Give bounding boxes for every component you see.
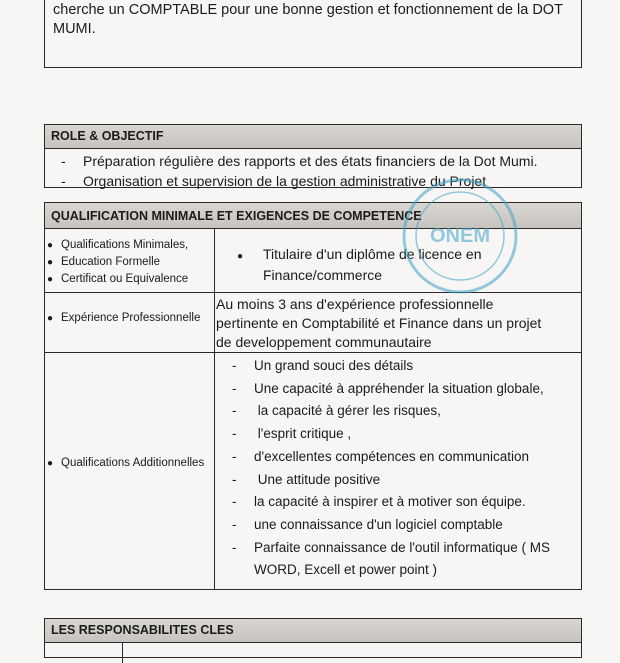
list-item: - une connaissance d'un logiciel comptable bbox=[232, 516, 503, 532]
intro-text bbox=[53, 1, 571, 39]
row3-left: ● Qualifications Additionnelles bbox=[47, 457, 205, 469]
row2-right: Au moins 3 ans d'expérience professionnelle pertinente en Comptabilité et Finance dans un projet de developpement communautaire bbox=[216, 296, 542, 350]
list-item: - la capacité à gérer les risques, bbox=[232, 403, 441, 419]
row1-left: ● Qualifications Minimales, ● Education Formelle ● Certificat ou Equivalence bbox=[47, 239, 189, 285]
role-item: - Préparation régulière des rapports et des états financiers de la Dot Mumi. bbox=[61, 153, 538, 169]
qualification-section bbox=[44, 202, 582, 590]
row-divider bbox=[45, 292, 581, 293]
list-item: - la capacité à inspirer et à motiver son équipe. bbox=[232, 494, 526, 510]
responsibilities-section bbox=[44, 618, 582, 658]
svg-text:ONEM: ONEM bbox=[430, 225, 490, 247]
intro-line-2: MUMI. bbox=[53, 21, 96, 37]
list-item: - d'excellentes compétences en communication bbox=[232, 448, 529, 464]
row2-left: ● Expérience Professionnelle bbox=[47, 312, 201, 324]
row1-right: ● Titulaire d'un diplôme de licence en Finance/commerce bbox=[237, 246, 482, 283]
list-item: - Un grand souci des détails bbox=[232, 358, 414, 373]
list-item: - Parfaite connaissance de l'outil informatique ( MS bbox=[232, 539, 550, 555]
list-item: - Une attitude positive bbox=[232, 471, 381, 487]
intro-line-1: cherche un COMPTABLE pour une bonne gestion et fonctionnement de la DOT bbox=[53, 2, 563, 18]
list-item: - Une capacité à appréhender la situation globale, bbox=[232, 380, 544, 396]
role-list bbox=[61, 151, 577, 191]
responsibilities-title: LES RESPONSABILITES CLES bbox=[45, 619, 581, 643]
column-divider bbox=[122, 643, 123, 663]
role-title: ROLE & OBJECTIF bbox=[45, 125, 581, 149]
role-item: - Organisation et supervision de la gestion administrative du Projet bbox=[61, 173, 487, 189]
column-divider bbox=[214, 229, 215, 589]
role-section bbox=[44, 124, 582, 188]
list-item: WORD, Excell et power point ) bbox=[254, 562, 438, 578]
intro-box bbox=[44, 0, 582, 68]
list-item: - l'esprit critique , bbox=[232, 426, 352, 442]
qualification-title: QUALIFICATION MINIMALE ET EXIGENCES DE COMPETENCE bbox=[45, 203, 581, 229]
row3-right bbox=[216, 352, 576, 582]
